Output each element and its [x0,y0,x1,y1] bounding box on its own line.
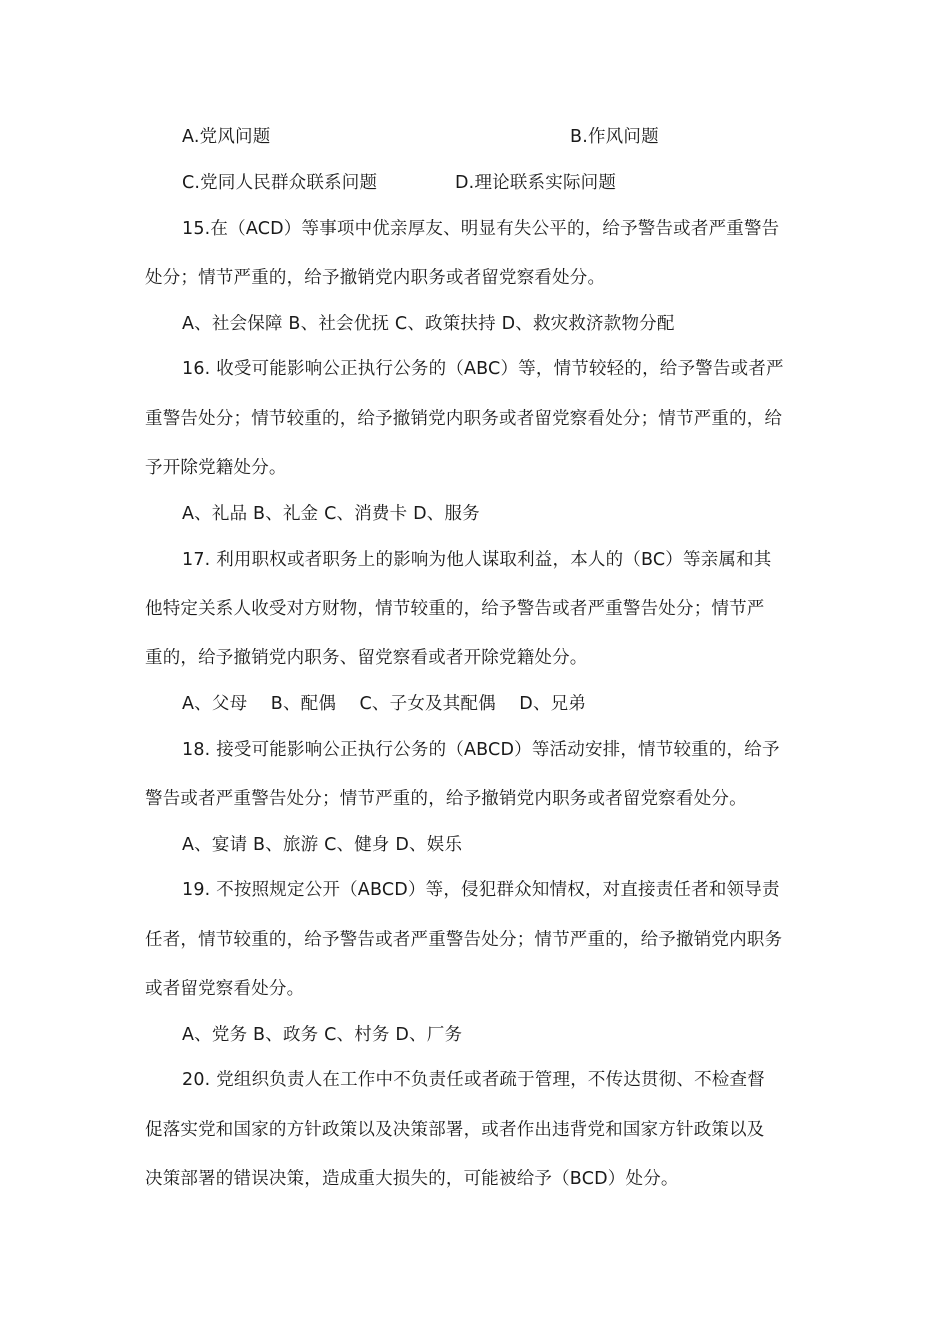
q16-text-line-1: 16. 收受可能影响公正执行公务的（ABC）等，情节较轻的，给予警告或者严 [182,359,784,379]
q17-text-line-1: 17. 利用职权或者职务上的影响为他人谋取利益，本人的（BC）等亲属和其 [182,550,772,570]
q14-option-c: C.党同人民群众联系问题 [182,173,378,193]
q19-text-line-2: 任者，情节较重的，给予警告或者严重警告处分；情节严重的，给予撤销党内职务 [145,930,783,950]
q16-options: A、礼品 B、礼金 C、消费卡 D、服务 [182,504,480,524]
q15-text-line-2: 处分；情节严重的，给予撤销党内职务或者留党察看处分。 [145,268,606,288]
q18-text-line-1: 18. 接受可能影响公正执行公务的（ABCD）等活动安排，情节较重的，给予 [182,740,780,760]
q20-text-line-2: 促落实党和国家的方针政策以及决策部署，或者作出违背党和国家方针政策以及 [145,1120,765,1140]
q18-options: A、宴请 B、旅游 C、健身 D、娱乐 [182,835,463,855]
q16-text-line-3: 予开除党籍处分。 [145,458,287,478]
q16-text-line-2: 重警告处分；情节较重的，给予撤销党内职务或者留党察看处分；情节严重的，给 [145,409,783,429]
q20-text-line-3: 决策部署的错误决策，造成重大损失的，可能被给予（BCD）处分。 [145,1169,679,1189]
q14-options-row-1 [182,125,810,149]
q15-text-line-1: 15.在（ACD）等事项中优亲厚友、明显有失公平的，给予警告或者严重警告 [182,219,780,239]
q14-option-d: D.理论联系实际问题 [455,173,617,193]
q19-options: A、党务 B、政务 C、村务 D、厂务 [182,1025,463,1045]
q20-text-line-1: 20. 党组织负责人在工作中不负责任或者疏于管理，不传达贯彻、不检查督 [182,1070,765,1090]
q14-option-b: B.作风问题 [570,127,659,147]
q17-text-line-3: 重的，给予撤销党内职务、留党察看或者开除党籍处分。 [145,648,588,668]
q17-text-line-2: 他特定关系人收受对方财物，情节较重的，给予警告或者严重警告处分；情节严 [145,599,765,619]
q18-text-line-2: 警告或者严重警告处分；情节严重的，给予撤销党内职务或者留党察看处分。 [145,789,747,809]
q19-text-line-3: 或者留党察看处分。 [145,979,305,999]
q17-options: A、父母 B、配偶 C、子女及其配偶 D、兄弟 [182,694,587,714]
q15-options: A、社会保障 B、社会优抚 C、政策扶持 D、救灾救济款物分配 [182,314,675,334]
q14-options-row-2 [182,171,810,195]
q19-text-line-1: 19. 不按照规定公开（ABCD）等，侵犯群众知情权，对直接责任者和领导责 [182,880,780,900]
q14-option-a: A.党风问题 [182,127,271,147]
